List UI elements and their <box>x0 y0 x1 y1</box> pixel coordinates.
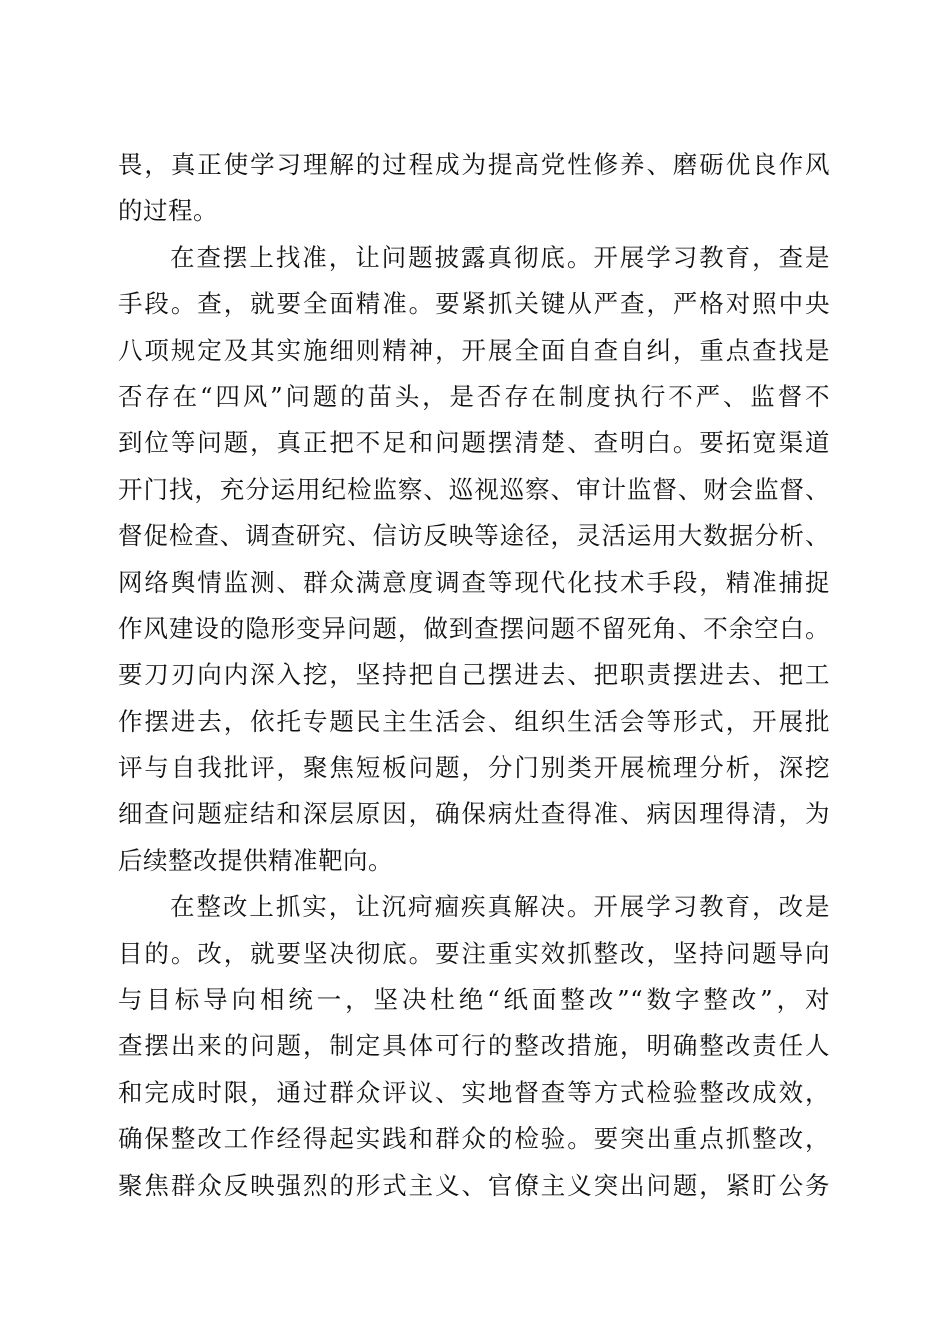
text-line: 要刀刃向内深入挖，坚持把自己摆进去、把职责摆进去、把工 <box>118 660 830 690</box>
text-line: 作风建设的隐形变异问题，做到查摆问题不留死角、不余空白。 <box>118 613 830 643</box>
body-text <box>118 142 830 1209</box>
text-line: 畏，真正使学习理解的过程成为提高党性修养、磨砺优良作风 <box>118 150 830 179</box>
text-line: 确保整改工作经得起实践和群众的检验。要突出重点抓整改， <box>118 1124 830 1154</box>
text-line: 和完成时限，通过群众评议、实地督查等方式检验整改成效， <box>118 1077 830 1107</box>
text-line: 查摆出来的问题，制定具体可行的整改措施，明确整改责任人 <box>118 1031 830 1061</box>
text-line: 开门找，充分运用纪检监察、巡视巡察、审计监督、财会监督、 <box>118 474 830 504</box>
text-line: 的过程。 <box>118 196 218 226</box>
text-line: 在整改上抓实，让沉疴痼疾真解决。开展学习教育，改是 <box>170 892 830 922</box>
text-line: 八项规定及其实施细则精神，开展全面自查自纠，重点查找是 <box>118 335 830 365</box>
text-line: 聚焦群众反映强烈的形式主义、官僚主义突出问题，紧盯公务 <box>118 1170 830 1200</box>
text-line: 督促检查、调查研究、信访反映等途径，灵活运用大数据分析、 <box>118 521 830 551</box>
text-line: 目的。改，就要坚决彻底。要注重实效抓整改，坚持问题导向 <box>118 938 830 968</box>
text-line: 否存在“四风”问题的苗头，是否存在制度执行不严、监督不 <box>118 381 830 411</box>
text-line: 后续整改提供精准靶向。 <box>118 845 393 875</box>
text-line: 到位等问题，真正把不足和问题摆清楚、查明白。要拓宽渠道 <box>118 428 830 458</box>
text-line: 在查摆上找准，让问题披露真彻底。开展学习教育，查是 <box>170 242 830 272</box>
text-line: 细查问题症结和深层原因，确保病灶查得准、病因理得清，为 <box>118 799 830 829</box>
text-line: 手段。查，就要全面精准。要紧抓关键从严查，严格对照中央 <box>118 289 830 319</box>
text-line: 与目标导向相统一，坚决杜绝“纸面整改”“数字整改”，对 <box>118 985 830 1015</box>
text-line: 网络舆情监测、群众满意度调查等现代化技术手段，精准捕捉 <box>118 567 830 597</box>
text-line: 作摆进去，依托专题民主生活会、组织生活会等形式，开展批 <box>118 706 830 736</box>
text-line: 评与自我批评，聚焦短板问题，分门别类开展梳理分析，深挖 <box>118 753 830 783</box>
